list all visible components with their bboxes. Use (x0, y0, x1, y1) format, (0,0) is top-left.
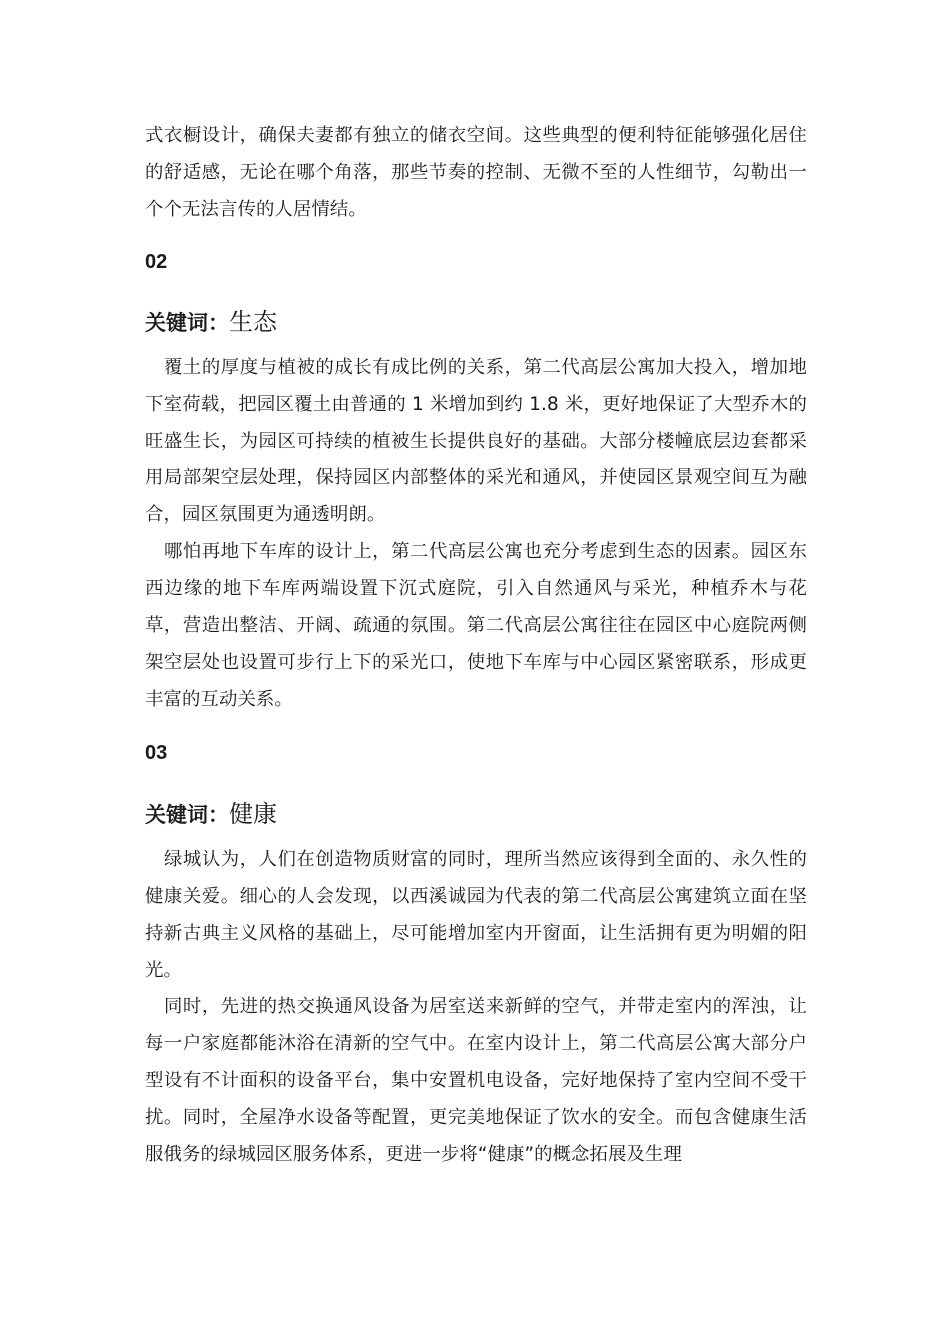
ecology-paragraph-2: 哪怕再地下车库的设计上，第二代高层公寓也充分考虑到生态的因素。园区东西边缘的地下车库两端设置下沉式庭院，引入自然通风与采光，种植乔木与花草，营造出整洁、开阔、疏通的氛围。第二代高层公寓往往在园区中心庭院两侧架空层处也设置可步行上下的采光口，使地下车库与中心园区紧密联系，形成更丰富的互动关系。 (145, 541, 807, 710)
keyword-label: 关键词： (145, 802, 229, 827)
keyword-label: 关键词： (145, 310, 229, 335)
health-paragraph-1: 绿城认为，人们在创造物质财富的同时，理所当然应该得到全面的、永久性的健康关爱。细心的人会发现，以西溪诚园为代表的第二代高层公寓建筑立面在坚持新古典主义风格的基础上，尽可能增加室内开窗面，让生活拥有更为明媚的阳光。 (145, 848, 807, 981)
document-body (145, 118, 807, 1174)
intro-paragraph: 式衣橱设计，确保夫妻都有独立的储衣空间。这些典型的便利特征能够强化居住的舒适感，无论在哪个角落，那些节奏的控制、无微不至的人性细节，勾勒出一个个无法言传的人居情结。 (145, 125, 807, 220)
section-heading-ecology (145, 307, 807, 338)
ecology-paragraph-1: 覆土的厚度与植被的成长有成比例的关系，第二代高层公寓加大投入，增加地下室荷载，把园区覆土由普通的 1 米增加到约 1.8 米，更好地保证了大型乔木的旺盛生长，为园区可持续的植被生长提供良好的基础。大部分楼幢底层边套都采用局部架空层处理，保持园区内部整体的采光和通风，并使园区景观空间互为融合，园区氛围更为通透明朗。 (145, 356, 807, 526)
section-number-03: 03 (145, 741, 168, 764)
section-heading-health (145, 799, 807, 830)
health-paragraph-2: 同时，先进的热交换通风设备为居室送来新鲜的空气，并带走室内的浑浊，让每一户家庭都能沐浴在清新的空气中。在室内设计上，第二代高层公寓大部分户型设有不计面积的设备平台，集中安置机电设备，完好地保持了室内空间不受干扰。同时，全屋净水设备等配置，更完美地保证了饮水的安全。而包含健康生活服俄务的绿城园区服务体系，更进一步将“健康”的概念拓展及生理 (145, 996, 807, 1166)
keyword-health: 健康 (229, 799, 277, 828)
section-number-02: 02 (145, 250, 168, 273)
keyword-ecology: 生态 (229, 307, 277, 336)
